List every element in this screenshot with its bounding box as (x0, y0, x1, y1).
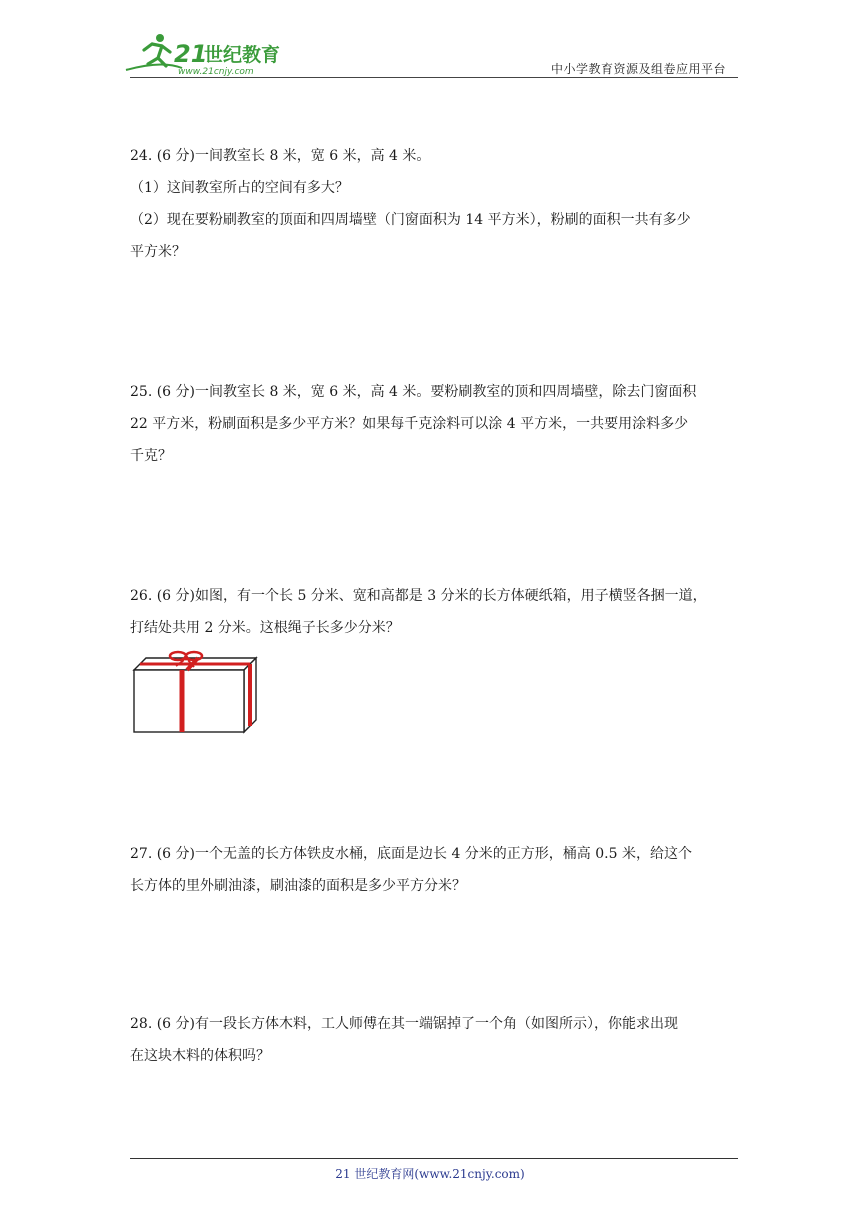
question-27-line-2: 长方体的里外刷油漆，刷油漆的面积是多少平方分米？ (130, 878, 466, 894)
question-28 (130, 1008, 740, 1072)
question-28-line-2: 在这块木料的体积吗？ (130, 1048, 270, 1064)
question-26-line-2: 打结处共用 2 分米。这根绳子长多少分米？ (130, 620, 400, 636)
svg-text:世纪教育: 世纪教育 (204, 44, 281, 66)
question-26-line-1: 26. (6 分)如图，有一个长 5 分米、宽和高都是 3 分米的长方体硬纸箱，用子横竖各捆一道， (130, 588, 707, 604)
gift-box-figure (130, 650, 258, 734)
page-header (122, 30, 738, 78)
header-divider (130, 77, 738, 78)
question-25-line-2: 22 平方米，粉刷面积是多少平方米？如果每千克涂料可以涂 4 平方米，一共要用涂料多少 (130, 416, 689, 432)
question-24-line-3: （2）现在要粉刷教室的顶面和四周墙壁（门窗面积为 14 平方米），粉刷的面积一共有多少 (130, 212, 691, 228)
svg-text:21: 21 (174, 40, 208, 68)
question-25-line-3: 千克？ (130, 448, 172, 464)
question-25-line-1: 25. (6 分)一间教室长 8 米，宽 6 米，高 4 米。要粉刷教室的顶和四周墙壁，除去门窗面积 (130, 384, 697, 400)
question-27-line-1: 27. (6 分)一个无盖的长方体铁皮水桶，底面是边长 4 分米的正方形，桶高 0.5 米，给这个 (130, 846, 692, 862)
question-24-line-4: 平方米？ (130, 244, 186, 260)
question-25 (130, 376, 740, 472)
question-24 (130, 140, 740, 268)
question-28-line-1: 28. (6 分)有一段长方体木料，工人师傅在其一端锯掉了一个角（如图所示），你能求出现 (130, 1016, 678, 1032)
question-24-line-1: 24. (6 分)一间教室长 8 米，宽 6 米，高 4 米。 (130, 148, 431, 164)
question-27 (130, 838, 740, 902)
platform-title: 中小学教育资源及组卷应用平台 (550, 62, 726, 76)
question-24-line-2: （1）这间教室所占的空间有多大？ (130, 180, 349, 196)
question-26 (130, 580, 740, 644)
logo-21cnjy (122, 30, 292, 78)
footer-divider (130, 1158, 738, 1159)
footer-link[interactable]: 21 世纪教育网(www.21cnjy.com) (335, 1167, 525, 1181)
svg-text:www.21cnjy.com: www.21cnjy.com (178, 67, 254, 77)
